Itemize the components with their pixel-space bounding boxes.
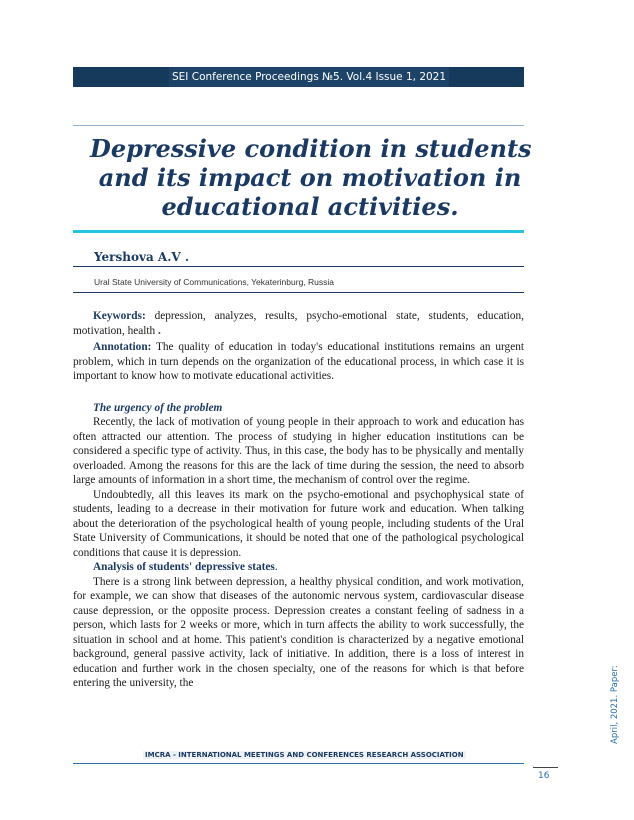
top-rule (73, 125, 524, 126)
section-heading-text: Analysis of students' depressive states (93, 561, 275, 573)
article-body (73, 309, 524, 691)
footer-rule (73, 763, 524, 764)
annotation-label: Annotation: (93, 341, 152, 353)
paper-title (90, 134, 530, 221)
body-paragraph: Undoubtedly, all this leaves its mark on the psycho-emotional and psychophysical state of students, leading to a decrease in their motivation for future work and education. When talking about the deterioration of the psychological health of young people, including students of the Ural State University of Communications, it should be noted that one of the pathological psychological conditions that cause it is depression. (73, 488, 524, 559)
page-number: 16 (538, 771, 550, 781)
author-affiliation: Ural State University of Communications, Yekaterinburg, Russia (94, 277, 334, 287)
section-heading-urgency: The urgency of the problem (93, 401, 223, 414)
author-rule (73, 266, 524, 267)
author-name: Yershova A.V . (94, 250, 190, 264)
header-band (73, 67, 524, 87)
section-heading-analysis (73, 560, 524, 575)
keywords-paragraph (73, 309, 524, 338)
annotation-text: The quality of education in today's educational institutions remains an urgent problem, which in turn depends on the organization of the educational process, in which case it is important to know how to motivate educational activities. (73, 341, 524, 382)
body-paragraph: There is a strong link between depression, a healthy physical condition, and work motivation, for example, we can show that diseases of the autonomic nervous system, cardiovascular disease cause depression, or the opposite process. Depression creates a constant feeling of sadness in a person, which lasts for 2 weeks or more, which in turn affects the ability to work successfully, the situation in school and at home. This patient's condition is characterized by a negative emotional background, general passive activity, lack of initiative. In addition, there is a loss of interest in education and further work in the chosen specialty, one of the reasons for which is that before entering the university, the (73, 575, 524, 689)
page-number-rule (533, 767, 558, 768)
side-date-label: April, 2021. Paper: (610, 665, 620, 744)
annotation-paragraph (73, 340, 524, 384)
journal-header: SEI Conference Proceedings №5. Vol.4 Issue 1, 2021 (169, 67, 449, 87)
section-heading-period: . (274, 561, 278, 573)
title-divider (73, 230, 524, 233)
keywords-label: Keywords: (93, 310, 146, 322)
keywords-text: depression, analyzes, results, psycho-emotional state, students, education, motivation, health (73, 310, 524, 337)
keywords-end: . (155, 324, 161, 337)
affiliation-rule (73, 292, 524, 293)
footer-organization: IMCRA - INTERNATIONAL MEETINGS AND CONFERENCES RESEARCH ASSOCIATION (145, 751, 464, 759)
title-line: Depressive condition in students (90, 134, 532, 163)
title-line: and its impact on motivation in (98, 163, 522, 192)
body-paragraph: Recently, the lack of motivation of young people in their approach to work and education has often attracted our attention. The process of studying in higher education institutions can be considered a specific type of activity. Thus, in this case, the body has to be physically and mentally overloaded. Among the reasons for this are the lack of time during the session, the need to absorb large amounts of information in a short time, the mechanism of control over the regime. (73, 416, 524, 486)
title-line: educational activities. (161, 192, 459, 221)
